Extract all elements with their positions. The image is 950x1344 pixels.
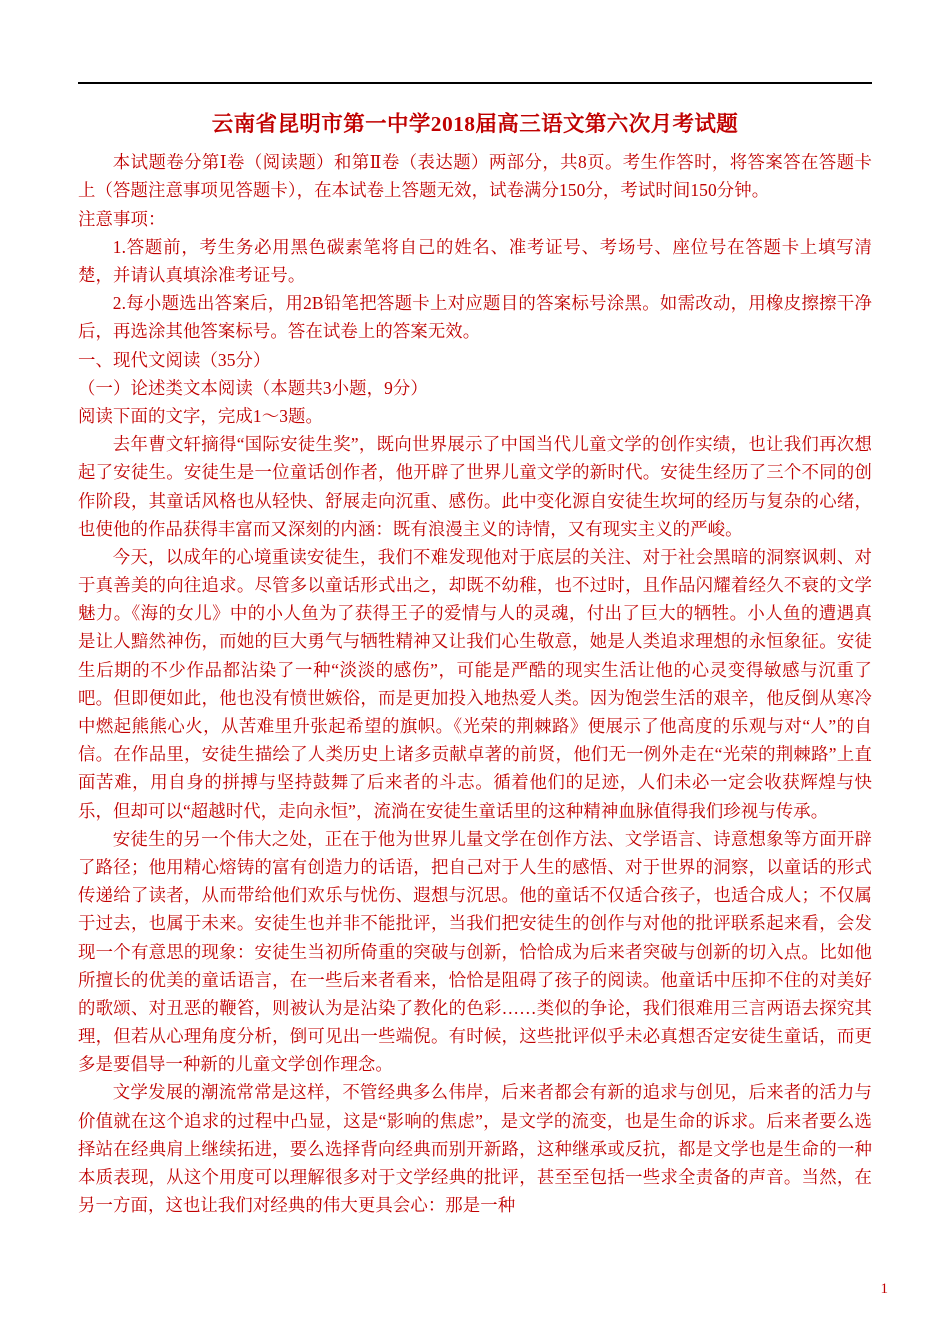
page-number: 1 bbox=[880, 1281, 888, 1297]
paragraph-notes-heading: 注意事项： bbox=[78, 208, 166, 229]
document-body bbox=[78, 0, 872, 1219]
paragraph-reading-prompt: 阅读下面的文字，完成1～3题。 bbox=[78, 405, 323, 426]
paragraph-passage-1: 去年曹文轩摘得“国际安徒生奖”，既向世界展示了中国当代儿童文学的创作实绩，也让我们再次想起了安徒生。安徒生是一位童话创作者，他开辟了世界儿童文学的新时代。安徒生经历了三个不同的创作阶段，其童话风格也从轻快、舒展走向沉重、感伤。此中变化源自安徒生坎坷的经历与复杂的心绪，也使他的作品获得丰富而又深刻的内涵：既有浪漫主义的诗情，又有现实主义的严峻。 bbox=[78, 434, 872, 539]
paragraph-subsection-one-heading: （一）论述类文本阅读（本题共3小题，9分） bbox=[78, 377, 428, 398]
paragraph-note-1: 1.答题前，考生务必用黑色碳素笔将自己的姓名、准考证号、考场号、座位号在答题卡上填写清楚，并请认真填涂准考证号。 bbox=[78, 236, 872, 285]
paragraph-passage-2: 今天，以成年的心境重读安徒生，我们不难发现他对于底层的关注、对于社会黑暗的洞察讽刺、对于真善美的向往追求。尽管多以童话形式出之，却既不幼稚，也不过时，且作品闪耀着经久不衰的文学魅力。《海的女儿》中的小人鱼为了获得王子的爱情与人的灵魂，付出了巨大的牺牲。小人鱼的遭遇真是让人黯然神伤，而她的巨大勇气与牺牲精神又让我们心生敬意，她是人类追求理想的永恒象征。安徒生后期的不少作品都沾染了一种“淡淡的感伤”，可能是严酷的现实生活让他的心灵变得敏感与沉重了吧。但即便如此，他也没有愤世嫉俗，而是更加投入地热爱人类。因为饱尝生活的艰辛，他反倒从寒冷中燃起熊熊心火，从苦难里升张起希望的旗帜。《光荣的荆棘路》便展示了他高度的乐观与对“人”的自信。在作品里，安徒生描绘了人类历史上诸多贡献卓著的前贤，他们无一例外走在“光荣的荆棘路”上直面苦难，用自身的拼搏与坚持鼓舞了后来者的斗志。循着他们的足迹，人们未必一定会收获辉煌与快乐，但却可以“超越时代，走向永恒”，流淌在安徒生童话里的这种精神血脉值得我们珍视与传承。 bbox=[78, 546, 872, 821]
paragraph-note-2: 2.每小题选出答案后，用2B铅笔把答题卡上对应题目的答案标号涂黑。如需改动，用橡皮擦擦干净后，再选涂其他答案标号。答在试卷上的答案无效。 bbox=[78, 293, 872, 342]
paragraph-section-one-heading: 一、现代文阅读（35分） bbox=[78, 349, 271, 370]
paragraph-exam-instructions: 本试题卷分第Ⅰ卷（阅读题）和第Ⅱ卷（表达题）两部分，共8页。考生作答时，将答案答在答题卡上（答题注意事项见答题卡），在本试卷上答题无效，试卷满分150分，考试时间150分钟。 bbox=[78, 152, 872, 201]
paragraph-passage-3: 安徒生的另一个伟大之处，正在于他为世界儿量文学在创作方法、文学语言、诗意想象等方面开辟了路径；他用精心熔铸的富有创造力的话语，把自己对于人生的感悟、对于世界的洞察，以童话的形式传递给了读者，从而带给他们欢乐与忧伤、遐想与沉思。他的童话不仅适合孩子，也适合成人；不仅属于过去，也属于未来。安徒生也并非不能批评，当我们把安徒生的创作与对他的批评联系起来看，会发现一个有意思的现象：安徒生当初所倚重的突破与创新，恰恰成为后来者突破与创新的切入点。比如他所擅长的优美的童话语言，在一些后来者看来，恰恰是阻碍了孩子的阅读。他童话中压抑不住的对美好的歌颂、对丑恶的鞭笞，则被认为是沾染了教化的色彩……类似的争论，我们很难用三言两语去探究其理，但若从心理角度分析，倒可见出一些端倪。有时候，这些批评似乎未必真想否定安徒生童话，而更多是要倡导一种新的儿童文学创作理念。 bbox=[78, 828, 872, 1075]
paragraph-passage-4: 文学发展的潮流常常是这样，不管经典多么伟岸，后来者都会有新的追求与创见，后来者的活力与价值就在这个追求的过程中凸显，这是“影响的焦虑”，是文学的流变，也是生命的诉求。后来者要么选择站在经典肩上继续拓进，要么选择背向经典而别开新路，这种继承或反抗，都是文学也是生命的一种本质表现，从这个用度可以理解很多对于文学经典的批评，甚至至包括一些求全责备的声音。当然，在另一方面，这也让我们对经典的伟大更具会心：那是一种 bbox=[78, 1082, 872, 1216]
page-title: 云南省昆明市第一中学2018届高三语文第六次月考试题 bbox=[211, 112, 739, 136]
header-divider bbox=[78, 82, 872, 84]
